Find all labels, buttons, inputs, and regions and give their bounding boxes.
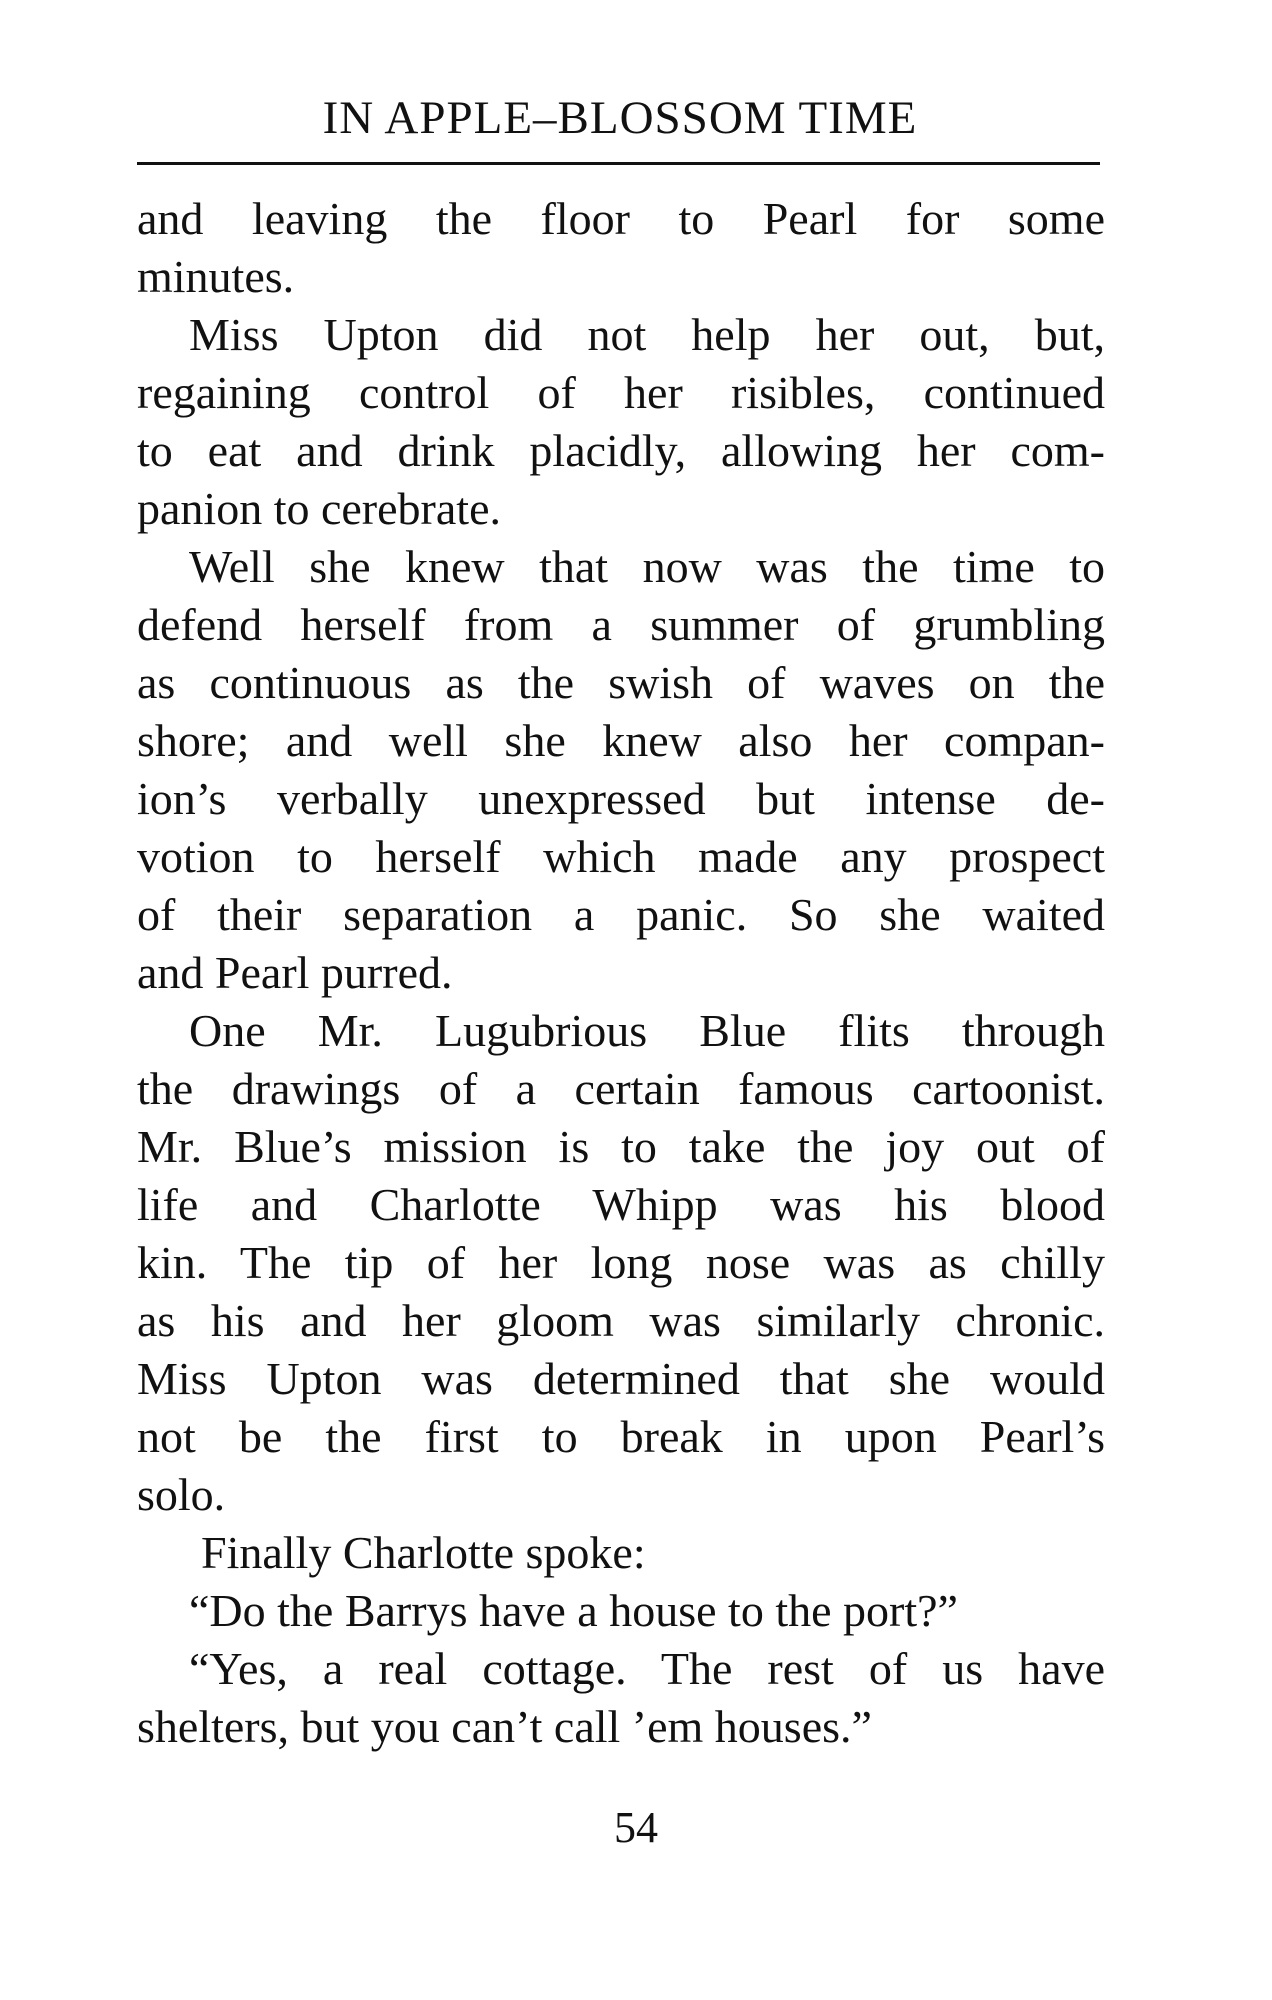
text-line: as his and her gloom was similarly chronic. <box>137 1295 1105 1346</box>
page-number: 54 <box>614 1803 658 1852</box>
running-title: IN APPLE–BLOSSOM TIME <box>322 92 918 144</box>
text-line: solo. <box>137 1469 226 1520</box>
text-line: the drawings of a certain famous cartoonist. <box>137 1063 1105 1114</box>
text-line: and leaving the floor to Pearl for some <box>137 193 1105 244</box>
text-line: kin. The tip of her long nose was as chilly <box>137 1237 1105 1288</box>
text-line: regaining control of her risibles, continued <box>137 367 1105 418</box>
text-line: not be the first to break in upon Pearl’s <box>137 1411 1105 1462</box>
text-line: shelters, but you can’t call ’em houses.” <box>137 1701 872 1752</box>
text-line: votion to herself which made any prospect <box>137 831 1105 882</box>
text-line: life and Charlotte Whipp was his blood <box>137 1179 1105 1230</box>
text-line: Miss Upton was determined that she would <box>137 1353 1105 1404</box>
text-line: and Pearl purred. <box>137 947 453 998</box>
text-line: Miss Upton did not help her out, but, <box>189 309 1105 360</box>
text-line: panion to cerebrate. <box>137 483 501 534</box>
text-line: ion’s verbally unexpressed but intense de- <box>137 773 1105 824</box>
text-line: Well she knew that now was the time to <box>189 541 1105 592</box>
text-line: Finally Charlotte spoke: <box>201 1527 646 1578</box>
text-line: shore; and well she knew also her compan- <box>137 715 1105 766</box>
text-line: “Yes, a real cottage. The rest of us have <box>189 1643 1105 1694</box>
text-line: to eat and drink placidly, allowing her com- <box>137 425 1105 476</box>
text-line: defend herself from a summer of grumbling <box>137 599 1105 650</box>
body-text <box>137 190 1105 1756</box>
text-line: minutes. <box>137 251 295 302</box>
text-line: Mr. Blue’s mission is to take the joy out of <box>137 1121 1105 1172</box>
text-line: One Mr. Lugubrious Blue flits through <box>189 1005 1105 1056</box>
text-line: as continuous as the swish of waves on the <box>137 657 1105 708</box>
text-line: of their separation a panic. So she waited <box>137 889 1105 940</box>
header-rule <box>137 162 1100 165</box>
text-line: “Do the Barrys have a house to the port?” <box>189 1585 958 1636</box>
